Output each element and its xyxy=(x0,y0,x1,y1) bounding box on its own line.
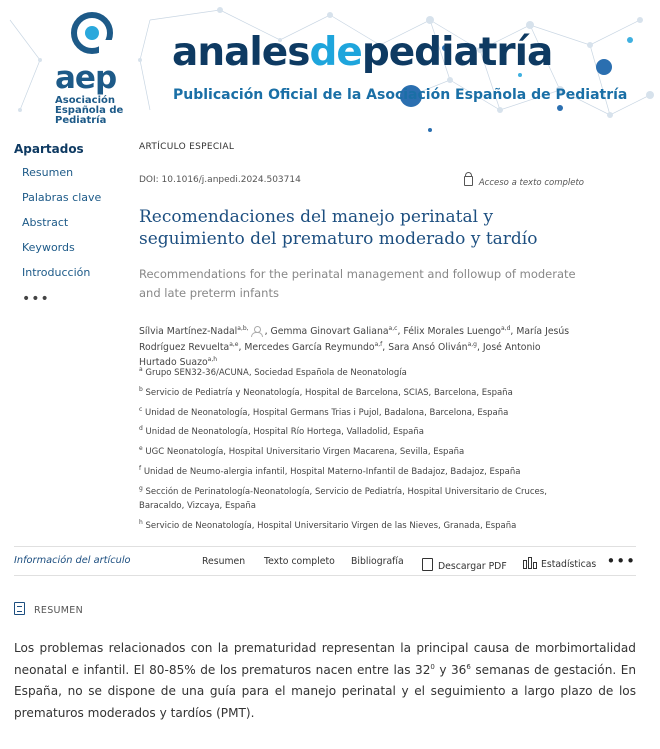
affiliation-item: $^a$ Grupo SEN32-36/ACUNA, Sociedad Española de Neonatología xyxy=(139,366,407,378)
sidebar-more-button[interactable]: ••• xyxy=(22,291,50,307)
author-link[interactable]: José Antonio Hurtado Suazo$^{a,h}$ xyxy=(139,341,541,368)
aep-logo-text: aep xyxy=(55,60,117,96)
sidebar-item-abstract[interactable]: Abstract xyxy=(22,216,69,229)
access-status: Acceso a texto completo xyxy=(464,175,584,188)
article-toolbar xyxy=(14,546,636,576)
tab-texto-completo[interactable]: Texto completo xyxy=(264,556,335,567)
pdf-icon xyxy=(422,558,433,571)
doi-row xyxy=(139,175,584,188)
journal-subtitle: Publicación Oficial de la Asociación Española de Pediatría xyxy=(173,87,628,103)
author-link[interactable]: Sílvia Martínez-Nadal$^{a,b,}$ xyxy=(139,324,249,337)
author-link[interactable]: María Jesús Rodríguez Revuelta$^{a,e}$ xyxy=(139,326,570,353)
aep-logo-subtitle: Asociación Española de Pediatría xyxy=(55,95,124,126)
sections-sidebar xyxy=(14,142,124,307)
unlock-icon xyxy=(464,176,473,186)
affiliation-item: $^e$ UGC Neonatología, Hospital Universitario Virgen Macarena, Sevilla, España xyxy=(139,445,465,458)
sidebar-item-resumen[interactable]: Resumen xyxy=(22,166,74,179)
aep-logo[interactable] xyxy=(55,10,135,130)
article-type: ARTÍCULO ESPECIAL xyxy=(139,142,235,152)
article-title: Recomendaciones del manejo perinatal y seguimiento del prematuro moderado y tardío xyxy=(139,207,538,249)
author-link[interactable]: Gemma Ginovart Galiana$^{a,c}$ xyxy=(270,324,398,337)
affiliation-item: $^f$ Unidad de Neumo-alergia infantil, Hospital Materno-Infantil de Badajoz, Badajoz, España xyxy=(139,465,521,477)
doi-link[interactable]: DOI: 10.1016/j.anpedi.2024.503714 xyxy=(139,175,301,185)
author-link[interactable]: Mercedes García Reymundo$^{a,f}$ xyxy=(244,340,383,353)
resumen-text: Los problemas relacionados con la prematuridad representan la principal causa de morbimortalidad neonatal e infantil. El 80-85% de los prematuros nacen entre las $32^0$ y $36^6$ semanas de gestación. En España, no se dispone de una guía para el manejo perinatal y el seguimiento a largo plazo de los prematuros moderados y tardíos (PMT). xyxy=(14,641,636,721)
journal-banner xyxy=(0,0,660,135)
resumen-heading: RESUMEN xyxy=(14,600,83,616)
author-list: Sílvia Martínez-Nadal$^{a,b,}$ , Gemma Ginovart Galiana$^{a,c}$, Félix Morales Luengo$^{a,d}$, María Jesús Rodríguez Revuelta$^{a,e}$, Mercedes García Reymundo$^{a,f}$, Sara Ansó Oliván$^{a,g}$, José Antonio Hurtado Suazo$^{a,h}$ xyxy=(139,324,570,368)
bar-chart-icon xyxy=(523,558,537,569)
affiliation-item: $^d$ Unidad de Neonatología, Hospital Río Hortega, Valladolid, España xyxy=(139,425,424,438)
affiliation-item: $^g$ Sección de Perinatología-Neonatología, Servicio de Pediatría, Hospital Universitario de Cruces, Baracaldo, Vizcaya, España xyxy=(139,484,547,511)
aep-circle-icon xyxy=(69,10,115,56)
affiliations xyxy=(139,363,589,535)
journal-title[interactable]: analesdepediatría xyxy=(172,30,553,75)
affiliation-item: $^h$ Servicio de Neonatología, Hospital Universitario Virgen de las Nieves, Granada, España xyxy=(139,518,517,531)
sidebar-item-introduccion[interactable]: Introducción xyxy=(22,266,91,279)
sidebar-item-keywords[interactable]: Keywords xyxy=(22,241,75,254)
affiliation-item: $^b$ Servicio de Pediatría y Neonatología, Hospital de Barcelona, SCIAS, Barcelona, España xyxy=(139,385,513,398)
sidebar-item-palabras-clave[interactable]: Palabras clave xyxy=(22,191,102,204)
author-link[interactable]: Félix Morales Luengo$^{a,d}$ xyxy=(403,324,511,337)
article-info-label: Información del artículo xyxy=(14,555,131,566)
statistics-button[interactable]: Estadísticas xyxy=(523,556,596,570)
tab-bibliografia[interactable]: Bibliografía xyxy=(351,556,404,567)
more-options-button[interactable]: ••• xyxy=(606,552,636,570)
author-link[interactable]: Sara Ansó Oliván$^{a,g}$ xyxy=(388,340,477,353)
article-header xyxy=(139,142,599,531)
person-icon[interactable] xyxy=(251,326,263,337)
download-pdf-button[interactable]: Descargar PDF xyxy=(422,556,507,572)
document-icon xyxy=(14,602,25,615)
article-title-english: Recommendations for the perinatal management and followup of moderate and late preterm infants xyxy=(139,267,576,300)
sidebar-title: Apartados xyxy=(14,142,84,156)
tab-resumen[interactable]: Resumen xyxy=(202,556,246,567)
affiliation-item: $^c$ Unidad de Neonatología, Hospital Germans Trias i Pujol, Badalona, Barcelona, España xyxy=(139,405,509,418)
